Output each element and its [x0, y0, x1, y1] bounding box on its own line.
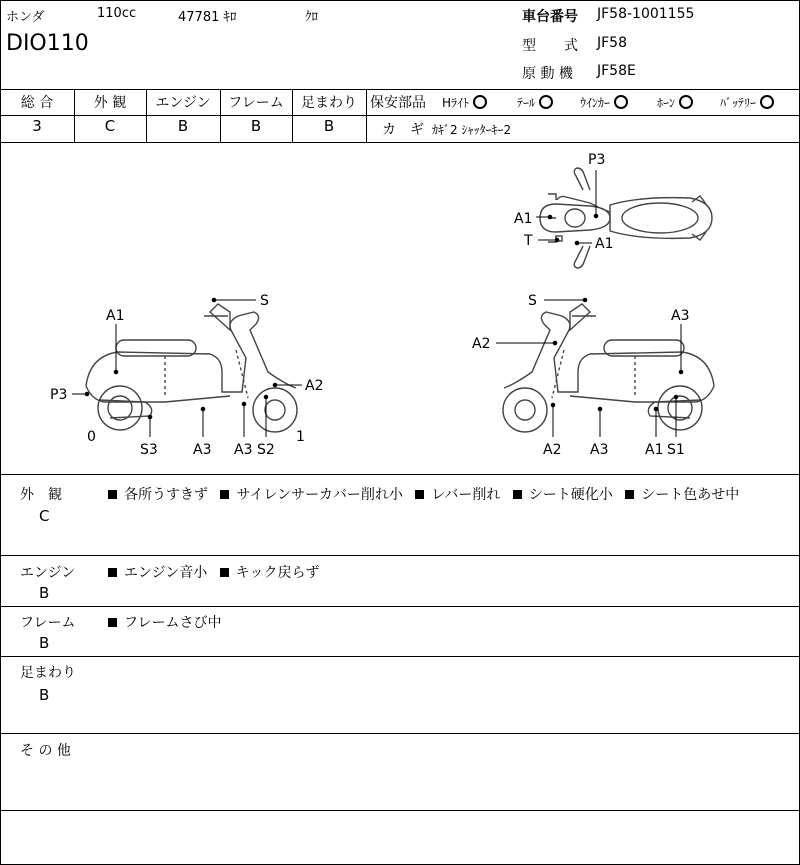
list-item: シート色あせ中	[625, 487, 739, 503]
leader-lines	[72, 170, 683, 437]
type-label: 型 式	[522, 38, 578, 54]
engine-note-grade: B	[39, 584, 50, 602]
other-note-label: そ の 他	[20, 743, 71, 759]
overall-label: 総 合	[20, 95, 54, 111]
engine-note-items	[108, 562, 328, 582]
scooter-top-view	[540, 168, 712, 268]
safety-parts-label: 保安部品	[370, 95, 426, 111]
frame-note-items	[108, 612, 229, 632]
model-name: DIO110	[6, 31, 89, 56]
frame-grade-label: フレーム	[228, 95, 284, 111]
type-value: JF58	[597, 35, 627, 51]
label-top-a1-left: A1	[514, 211, 533, 227]
bullet-square-icon	[513, 490, 522, 499]
engine-grade-label: エンジン	[155, 95, 211, 111]
exterior-label: 外 観	[93, 95, 127, 111]
divider	[0, 474, 800, 475]
frame-grade: B	[250, 117, 262, 135]
key-value: ｶｷﾞ2 ｼｬｯﾀｰｷｰ2	[432, 123, 512, 137]
suspension-grade: B	[323, 117, 335, 135]
label-right-a2-top: A2	[472, 336, 491, 352]
bullet-square-icon	[220, 568, 229, 577]
label-right-s: S	[528, 293, 537, 309]
scooter-damage-diagram	[0, 142, 800, 474]
engine-grade: B	[177, 117, 189, 135]
safety-item-horn: ﾎｰﾝ	[657, 94, 693, 111]
safety-item-battery: ﾊﾞｯﾃﾘｰ	[720, 94, 774, 111]
safety-item-headlight: Hﾗｲﾄ	[442, 94, 487, 111]
label-right-a1: A1	[645, 442, 664, 458]
label-right-a2: A2	[543, 442, 562, 458]
engine-note-label: エンジン	[20, 565, 76, 581]
overall-grade: 3	[32, 117, 42, 135]
label-right-a3: A3	[590, 442, 609, 458]
label-left-s: S	[260, 293, 269, 309]
divider	[0, 89, 800, 90]
list-item: サイレンサーカバー削れ小	[220, 487, 402, 503]
bullet-square-icon	[220, 490, 229, 499]
divider	[367, 115, 800, 116]
label-left-a1: A1	[106, 308, 125, 324]
label-left-a3b: A3	[234, 442, 253, 458]
list-item: 各所うすきず	[108, 487, 208, 503]
divider	[0, 555, 800, 556]
safety-item-tail: ﾃｰﾙ	[517, 94, 553, 111]
ok-circle-icon	[679, 95, 693, 109]
list-item: レバー削れ	[415, 487, 500, 503]
key-label: カ ギ	[382, 122, 424, 138]
label-left-0: 0	[87, 429, 96, 445]
safety-item-winker: ｳｲﾝｶｰ	[580, 94, 628, 111]
suspension-grade-label: 足まわり	[301, 95, 357, 111]
label-left-s3: S3	[140, 442, 158, 458]
frame-no: JF58-1001155	[597, 6, 695, 22]
maker: ホンダ	[6, 10, 45, 25]
bullet-square-icon	[108, 618, 117, 627]
divider	[0, 733, 800, 734]
color: ｸﾛ	[305, 10, 318, 25]
exterior-note-label: 外 観	[20, 487, 62, 503]
engine-label: 原 動 機	[522, 66, 573, 82]
label-left-1: 1	[296, 429, 305, 445]
list-item: フレームさび中	[108, 615, 221, 631]
list-item: エンジン音小	[108, 565, 207, 581]
frame-note-grade: B	[39, 634, 50, 652]
label-right-a3-top: A3	[671, 308, 690, 324]
label-left-a2: A2	[305, 378, 324, 394]
engine-value: JF58E	[597, 63, 636, 79]
diagram-labels	[50, 152, 689, 458]
divider	[0, 606, 800, 607]
ok-circle-icon	[760, 95, 774, 109]
list-item: キック戻らず	[220, 565, 320, 581]
suspension-note-label: 足まわり	[20, 665, 76, 681]
bullet-square-icon	[108, 568, 117, 577]
mileage: 47781 ｷﾛ	[178, 10, 237, 25]
ok-circle-icon	[473, 95, 487, 109]
ok-circle-icon	[539, 95, 553, 109]
bullet-square-icon	[108, 490, 117, 499]
label-left-s2: S2	[257, 442, 275, 458]
label-left-p3: P3	[50, 387, 68, 403]
label-top-a1-right: A1	[595, 236, 614, 252]
suspension-note-grade: B	[39, 686, 50, 704]
label-left-a3a: A3	[193, 442, 212, 458]
exterior-note-grade: C	[39, 507, 50, 525]
divider	[366, 89, 367, 142]
bullet-square-icon	[625, 490, 634, 499]
ok-circle-icon	[614, 95, 628, 109]
divider	[0, 115, 367, 116]
divider	[0, 810, 800, 811]
exterior-note-items	[108, 484, 747, 504]
exterior-grade: C	[104, 117, 116, 135]
divider	[0, 656, 800, 657]
frame-note-label: フレーム	[20, 615, 76, 631]
list-item: シート硬化小	[513, 487, 613, 503]
displacement: 110cc	[97, 6, 137, 21]
frame-no-label: 車台番号	[522, 9, 578, 25]
label-top-p3: P3	[588, 152, 606, 168]
label-right-s1: S1	[667, 442, 685, 458]
label-top-t: T	[524, 233, 533, 249]
bullet-square-icon	[415, 490, 424, 499]
